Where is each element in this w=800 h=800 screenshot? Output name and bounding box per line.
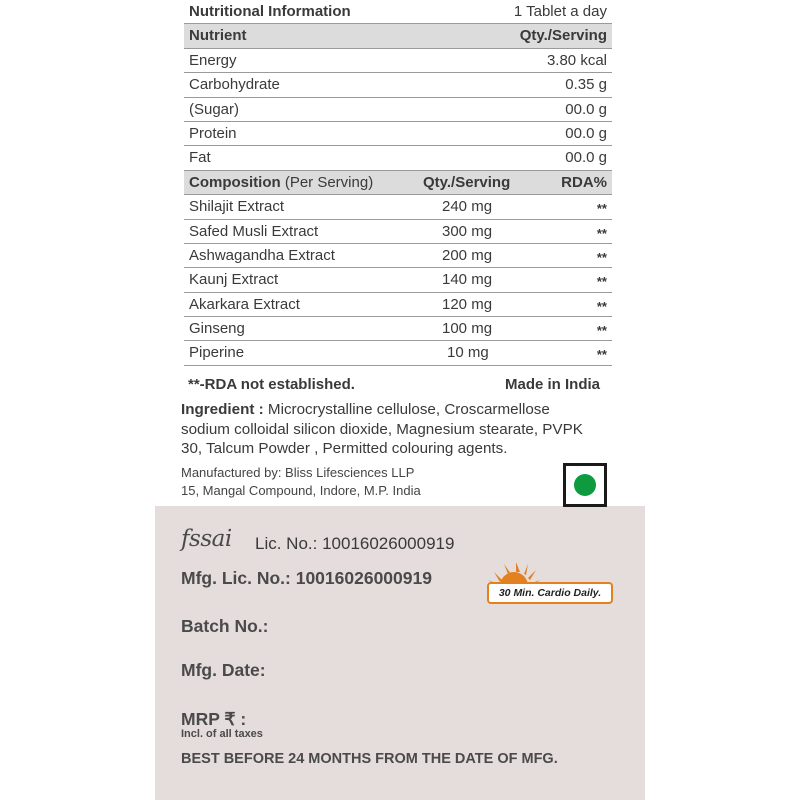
table-row [184,195,612,219]
composition-label: Composition [189,173,281,191]
ingredient-qty: 240 mg [442,198,493,216]
table-row [184,49,612,73]
nutrition-title: Nutritional Information [189,3,351,20]
ingredient-name: Ginseng [189,320,245,338]
ingredient-name: Kaunj Extract [189,271,279,289]
origin-note: Made in India [505,376,601,393]
ingredient-qty: 10 mg [447,344,489,362]
mfg-date-label: Mfg. Date: [181,660,266,680]
batch-label: Batch No.: [181,616,269,636]
table-row [184,293,612,317]
nutrient-qty: 00.0 g [565,100,607,118]
manufacturer-info [181,464,421,500]
ingredient-rda: ** [596,225,607,241]
ingredient-name: Akarkara Extract [189,295,300,313]
rda-note: **-RDA not established. [188,376,355,393]
tax-note: Incl. of all taxes [181,728,263,740]
serving-size: 1 Tablet a day [513,3,607,20]
table-row [184,341,612,365]
vegetarian-dot [574,474,596,496]
composition-header [189,174,373,192]
nutrient-name: (Sugar) [189,100,240,118]
ingredient-rda: ** [596,347,607,363]
table-row [184,244,612,268]
ingredient-rda: ** [596,274,607,290]
table-row [184,73,612,97]
nutrient-header: Nutrient [189,27,247,45]
table-row [184,220,612,244]
mrp-label: MRP ₹ : [181,709,247,729]
nutrient-name: Fat [189,149,211,167]
qty-header: Qty./Serving [519,27,607,45]
table-row [184,98,612,122]
nutrition-title-row [184,0,612,24]
nutrition-table [184,0,612,366]
composition-subheader: (Per Serving) [284,173,374,191]
ingredient-rda: ** [596,298,607,314]
nutrient-qty: 00.0 g [565,124,607,142]
nutrient-qty: 3.80 kcal [546,51,607,69]
ingredient-name: Safed Musli Extract [189,222,319,240]
table-row [184,268,612,292]
nutrient-qty: 0.35 g [565,76,607,94]
composition-qty-header: Qty./Serving [423,173,511,191]
table-row [184,317,612,341]
ingredient-qty: 120 mg [442,295,493,313]
ingredient-qty: 100 mg [442,320,493,338]
table-row [184,146,612,170]
nutrient-qty: 00.0 g [565,149,607,167]
ingredient-list [181,400,601,459]
manufacturer-name: Manufactured by: Bliss Lifesciences LLP [181,465,415,480]
vegetarian-mark-icon [563,463,607,507]
ingredient-rda: ** [596,201,607,217]
ingredient-name: Shilajit Extract [189,198,285,216]
ingredient-rda: ** [596,249,607,265]
ingredient-qty: 140 mg [442,271,493,289]
ingredient-text: Microcrystalline cellulose, Croscarmellose sodium colloidal silicon dioxide, Magnesium stearate, PVPK 30, Talcum Powder , Permitted colouring agents. [181,401,583,457]
ingredient-rda: ** [596,323,607,339]
nutrient-header-row [184,24,612,48]
ingredient-name: Piperine [189,344,245,362]
ingredient-qty: 300 mg [442,222,493,240]
nutrient-name: Energy [189,51,237,69]
ingredient-qty: 200 mg [442,246,493,264]
ingredient-name: Ashwagandha Extract [189,246,335,264]
mfg-license: Mfg. Lic. No.: 10016026000919 [181,568,432,588]
nutrient-name: Carbohydrate [189,76,280,94]
nutrient-name: Protein [189,124,237,142]
cardio-badge: 30 Min. Cardio Daily. [487,582,613,604]
best-before: BEST BEFORE 24 MONTHS FROM THE DATE OF MFG. [181,751,558,767]
fssai-license: Lic. No.: 10016026000919 [255,534,455,553]
rda-header: RDA% [561,173,607,191]
ingredient-label: Ingredient : [181,401,264,418]
fssai-logo: fssai [181,526,232,552]
composition-header-row [184,171,612,195]
table-row [184,122,612,146]
manufacturer-address: 15, Mangal Compound, Indore, M.P. India [181,483,421,498]
